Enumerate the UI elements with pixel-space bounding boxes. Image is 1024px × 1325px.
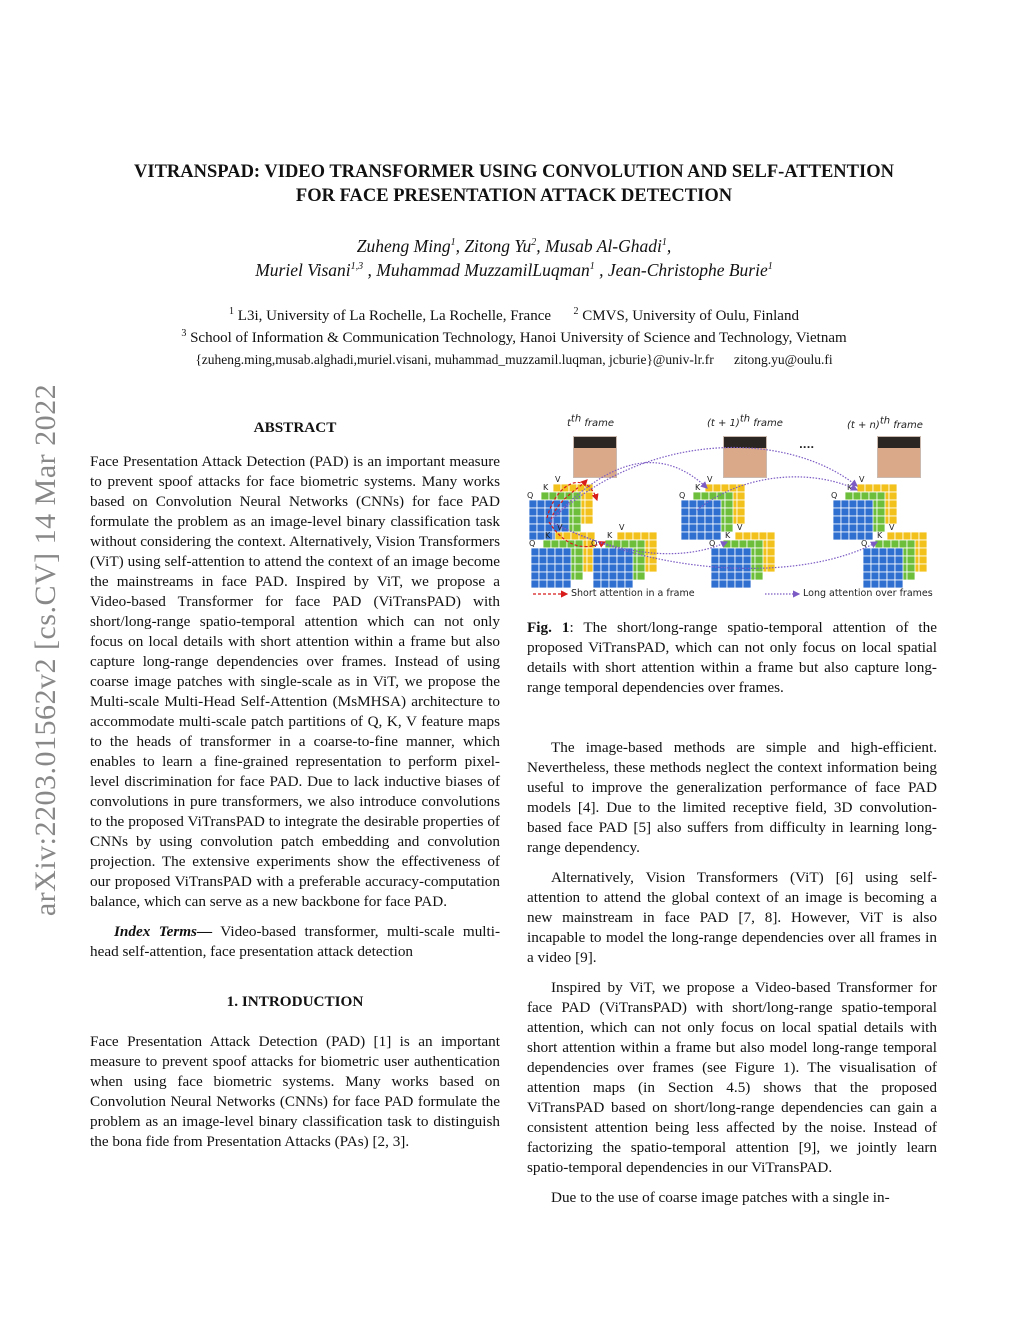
author-line-1: Zuheng Ming$^1$, Zitong Yu$^2$, Musab Al-Ghadi$^1$,	[356, 236, 672, 256]
index-terms-text: Video-based transformer, multi-scale multi-head self-attention, face presentation attack detection	[90, 923, 501, 960]
frame1-upper-v-label: V	[555, 475, 561, 484]
arxiv-watermark	[28, 350, 64, 950]
legend-long-attention: Long attention over frames	[803, 588, 933, 599]
frame2-upper-q-grid	[681, 500, 721, 540]
email-group-1[interactable]: {zuheng.ming,musab.alghadi,muriel.visani, muhammad_muzzamil.luqman, jcburie}@univ-lr.fr	[195, 352, 714, 367]
affil-mark: 2	[573, 306, 579, 317]
affiliation-1: L3i, University of La Rochelle, La Rochelle, France	[237, 308, 552, 324]
affiliation-line-2	[90, 327, 938, 349]
ellipsis-dots: ....	[799, 440, 815, 451]
frame2-upper-k-label: K	[695, 483, 701, 492]
frame1-lower-k-label: K	[545, 531, 551, 540]
author-affil-mark: 1	[589, 261, 595, 273]
frame1-lower-b-q-label: Q	[591, 539, 598, 548]
frame1-upper-k-label: K	[543, 483, 549, 492]
right-paragraph-3: Inspired by ViT, we propose a Video-based Transformer for face PAD (ViTransPAD) with short/long-range spatio-temporal attention, which can not only focus on local spatial details with short attention within a frame but also model long-range temporal dependencies over frames (see Figure 1). The visualisation of attention maps (in Section 4.5) shows that the proposed ViTransPAD based on short/long-range dependencies can gain a consistent attention being less affected by the noise. Instead of factorizing the spatio-temporal attention [9], we jointly learn spatio-temporal dependencies in our ViTransPAD.	[527, 979, 937, 1176]
frame3-lower-q-grid	[863, 548, 903, 588]
email-group-2[interactable]: zitong.yu@oulu.fi	[733, 352, 833, 367]
paper-title	[90, 160, 938, 208]
arxiv-id: arXiv:2203.01562v2 [cs.CV] 14 Mar 2022	[29, 383, 62, 917]
frame3-lower-k-label: K	[877, 531, 883, 540]
frame2-lower-k-label: K	[725, 531, 731, 540]
author-line-2: Muriel Visani$^{1,3}$ , Muhammad MuzzamilLuqman$^1$ , Jean-Christophe Burie$^1$	[255, 260, 773, 280]
frame3-upper-q-label: Q	[831, 491, 838, 500]
frame1-lower-v-label: V	[557, 523, 563, 532]
author-affil-mark: 1	[450, 237, 456, 249]
affiliation-2: CMVS, University of Oulu, Finland	[582, 308, 799, 324]
right-paragraph-4: Due to the use of coarse image patches with a single in-	[551, 1189, 890, 1206]
frame-label-t-plus-n: $(t + n)^{th}$ frame	[847, 415, 923, 431]
frame2-upper-q-label: Q	[679, 491, 686, 500]
frame-label-t-plus-1: $(t + 1)^{th}$ frame	[707, 413, 783, 429]
author-name: Jean-Christophe Burie	[607, 260, 768, 280]
author-name: Musab Al-Ghadi	[545, 236, 662, 256]
caption-text: : The short/long-range spatio-temporal attention of the proposed ViTransPAD, which can not only focus on local spatial details with short attention within a frame but also capture long-range temporal dependencies over frames.	[527, 619, 937, 696]
frame2-upper-v-label: V	[707, 475, 713, 484]
author-name: Muhammad MuzzamilLuqman	[376, 260, 590, 280]
right-paragraph-1: The image-based methods are simple and high-efficient. Nevertheless, these methods neglect the context information being useful to improve the generalization performance of face PAD models [4]. Due to the limited receptive field, 3D convolution-based face PAD [5] also suffers from difficulty in learning long-range dependency.	[527, 739, 937, 856]
affiliation-line-1	[90, 305, 938, 327]
legend-short-attention: Short attention in a frame	[571, 588, 695, 599]
title-line-1: VITRANSPAD: VIDEO TRANSFORMER USING CONVOLUTION AND SELF-ATTENTION	[134, 162, 894, 182]
frame1-lower-b-q-grid	[593, 548, 633, 588]
author-name: Muriel Visani	[255, 260, 351, 280]
right-column	[527, 738, 937, 1208]
introduction-heading: 1. INTRODUCTION	[226, 993, 364, 1010]
frame1-upper-q-label: Q	[527, 491, 534, 500]
author-list	[90, 234, 938, 282]
affiliation-3: School of Information & Communication Technology, Hanoi University of Science and Technology, Vietnam	[190, 330, 847, 346]
author-affil-mark: 1	[767, 261, 773, 273]
author-name: Zitong Yu	[464, 236, 532, 256]
frame3-upper-k-label: K	[847, 483, 853, 492]
author-affil-mark: 2	[531, 237, 537, 249]
frame1-lower-q-label: Q	[529, 539, 536, 548]
abstract-heading: ABSTRACT	[253, 419, 337, 436]
frame1-lower-q-grid	[531, 548, 571, 588]
affil-mark: 1	[229, 306, 235, 317]
frame3-lower-q-label: Q	[861, 539, 868, 548]
affil-mark: 3	[181, 328, 187, 339]
right-paragraph-2: Alternatively, Vision Transformers (ViT) [6] using self-attention to attend the global context of an image is becoming a new mainstream in face PAD [7, 8]. However, ViT is also incapable to model the long-range dependencies over all frames in a video [9].	[527, 869, 937, 966]
author-name: Zuheng Ming	[356, 236, 451, 256]
abstract-text: Face Presentation Attack Detection (PAD) is an important measure to prevent spoof attacks for face biometric systems. Many works based on Convolution Neural Networks (CNNs) for face PAD formulate the problem as an image-level binary classification task without considering the context. Alternatively, Vision Transformers (ViT) using self-attention to attend the context of an image become the mainstreams in face PAD. Inspired by ViT, we propose a Video-based Transformer for face PAD (ViTransPAD) with short/long-range spatio-temporal attention which can not only focus on local details with short attention within a frame but also capture long-range dependencies over frames. Instead of using coarse image patches with single-scale as in ViT, we propose the Multi-scale Multi-Head Self-Attention (MsMHSA) architecture to accommodate multi-scale patch partitions of Q, K, V feature maps to the heads of transformer in a coarse-to-fine manner, which enables to learn a fine-grained representation to perform pixel-level discrimination for face PAD. Due to lack inductive biases of convolutions in pure transformers, we also introduce convolutions to the proposed ViTransPAD to integrate the desirable properties of CNNs by using convolution patch embedding and convolution projection. The extensive experiments show the effectiveness of our proposed ViTransPAD with a preferable accuracy-computation balance, which can serve as a new backbone for face PAD.	[90, 453, 500, 910]
attention-diagram	[527, 410, 937, 610]
author-affil-mark: 1,3	[350, 261, 364, 273]
frame3-upper-q-grid	[833, 500, 873, 540]
frame-label-t: $t^{th}$ frame	[567, 413, 615, 429]
frame3-upper-v-label: V	[859, 475, 865, 484]
frame2-lower-q-label: Q	[709, 539, 716, 548]
intro-paragraph-1: Face Presentation Attack Detection (PAD) [1] is an important measure to prevent spoof attacks for biometric user authentication when using face biometric systems. Many works based on Convolution Neural Networks (CNNs) for face PAD formulate the problem as an image-level binary classification task to distinguish the bona fide from Presentation Attacks (PAs) [2, 3].	[90, 1033, 500, 1150]
author-affil-mark: 1	[661, 237, 667, 249]
title-line-2: FOR FACE PRESENTATION ATTACK DETECTION	[295, 186, 733, 206]
figure-1-caption	[527, 618, 937, 698]
caption-label: Fig. 1	[527, 619, 570, 636]
frame2-lower-v-label: V	[737, 523, 743, 532]
frame1-lower-b-v-label: V	[619, 523, 625, 532]
frame1-lower-b-k-label: K	[607, 531, 613, 540]
left-column	[90, 418, 500, 1152]
frame3-lower-v-label: V	[889, 523, 895, 532]
index-terms	[90, 922, 500, 962]
email-line	[90, 349, 938, 371]
figure-1	[527, 410, 937, 610]
affiliations	[90, 305, 938, 371]
index-terms-label: Index Terms—	[114, 923, 213, 940]
